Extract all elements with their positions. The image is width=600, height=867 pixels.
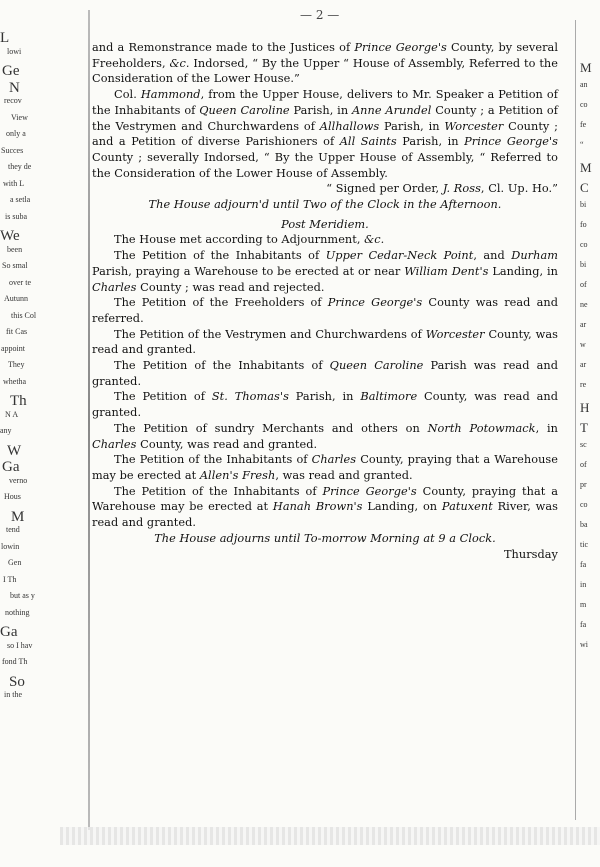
bleed-fragment-left: Autunn bbox=[4, 294, 28, 303]
paragraph-adjourn-afternoon bbox=[92, 197, 558, 213]
bleed-fragment-right: bi bbox=[580, 200, 587, 209]
italic-run: Charles bbox=[92, 280, 137, 294]
italic-run: The House adjourn'd until Two of the Clock in the Afternoon. bbox=[148, 198, 502, 212]
text-run: The Petition of the Inhabitants of bbox=[114, 453, 312, 467]
text-run: County, praying that a Warehouse may be erected at bbox=[92, 484, 559, 514]
text-run: County ; severally Indorsed, “ By the Upper House of Assembly, “ Referred to the Consideration of the Lower House of Assembly. bbox=[92, 150, 558, 180]
bleed-fragment-right: ba bbox=[580, 520, 588, 529]
paragraph-cedar-neck-petition bbox=[92, 248, 558, 295]
bleed-fragment-right: bi bbox=[580, 260, 587, 269]
bleed-fragment-left: W bbox=[7, 442, 22, 459]
italic-run: Anne Arundel bbox=[351, 103, 432, 117]
bleed-fragment-right: of bbox=[580, 280, 587, 289]
catchword-thursday bbox=[92, 547, 558, 563]
paragraph-freeholders-petition bbox=[92, 295, 558, 326]
bleed-fragment-right: fa bbox=[580, 620, 587, 629]
bleed-fragment-left: tend bbox=[6, 525, 20, 534]
right-page-edge bbox=[575, 20, 576, 820]
text-run: Parish, praying a Warehouse to be erected at or near bbox=[92, 264, 405, 278]
italic-run: The House adjourns until To-morrow Morning at 9 a Clock. bbox=[154, 531, 496, 545]
text-run: The Petition of the Vestrymen and Churchwardens of bbox=[114, 327, 426, 341]
bleed-fragment-left: Gen bbox=[8, 558, 22, 567]
text-run: Parish, in bbox=[396, 135, 465, 149]
text-run: The Petition of the Freeholders of bbox=[114, 296, 328, 310]
text-run: The House met according to Adjournment, bbox=[114, 233, 365, 247]
bleed-fragment-left: fit Cas bbox=[6, 327, 28, 336]
bleed-fragment-right: of bbox=[580, 460, 587, 469]
bleed-fragment-left: So bbox=[9, 673, 25, 690]
text-run: Thursday bbox=[503, 547, 558, 561]
italic-run: Charles bbox=[311, 453, 357, 467]
bleed-fragment-left: N bbox=[9, 79, 20, 96]
bleed-fragment-left: with L bbox=[3, 178, 25, 188]
bleed-fragment-left: in the bbox=[4, 690, 22, 699]
text-run: The Petition of the Inhabitants of bbox=[114, 484, 323, 498]
paragraph-queen-caroline-petition bbox=[92, 358, 558, 389]
text-run: Parish, in bbox=[289, 103, 352, 117]
bleed-fragment-left: is suba bbox=[5, 211, 27, 221]
text-run: The Petition of the Inhabitants of bbox=[114, 359, 330, 373]
text-run: The Petition of sundry Merchants and others on bbox=[114, 421, 428, 435]
bleed-fragment-left: Succes bbox=[1, 145, 24, 155]
paragraph-adjourn-tomorrow bbox=[92, 531, 558, 547]
bleed-fragment-left: they de bbox=[8, 162, 32, 171]
bleed-fragment-left: So smal bbox=[2, 261, 28, 270]
text-run: River, was read and granted. bbox=[92, 500, 558, 530]
paragraph-hammond-petitions bbox=[92, 87, 558, 181]
italic-run: Patuxent bbox=[441, 500, 493, 514]
bleed-fragment-right: ar bbox=[580, 320, 587, 329]
bleed-fragment-left: any bbox=[0, 426, 12, 435]
bleed-fragment-right: an bbox=[580, 80, 588, 89]
text-run: County, was read and granted. bbox=[136, 437, 318, 451]
bleed-fragment-right: C bbox=[580, 180, 589, 195]
italic-run: All Saints bbox=[339, 135, 397, 149]
bleed-fragment-right: re bbox=[580, 380, 587, 389]
paragraph-st-thomas-petition bbox=[92, 389, 558, 420]
italic-run: Charles bbox=[92, 437, 137, 451]
text-run: The Petition of bbox=[114, 390, 212, 404]
bleed-fragment-left: Hous bbox=[4, 492, 21, 501]
bleed-fragment-right: wi bbox=[580, 640, 588, 649]
text-run: Landing, on bbox=[362, 500, 442, 514]
bleed-fragment-left: Ga bbox=[0, 624, 18, 640]
bleed-fragment-left: over te bbox=[9, 277, 31, 287]
bleed-fragment-right: co bbox=[580, 500, 588, 509]
bleed-fragment-left: appoint bbox=[1, 343, 25, 353]
bottom-page-edge bbox=[60, 827, 600, 845]
italic-run: Prince George's bbox=[327, 296, 423, 310]
bleed-fragment-right: sc bbox=[580, 440, 587, 449]
bleed-fragment-left: verno bbox=[9, 475, 28, 485]
bleed-fragment-right: fe bbox=[580, 120, 587, 129]
text-run: , Cl. Up. Ho.” bbox=[480, 182, 558, 196]
bleed-fragment-left: M bbox=[11, 508, 25, 525]
italic-run: Worcester bbox=[444, 119, 504, 133]
text-run: County ; a Petition of the Vestrymen and Churchwardens of bbox=[92, 103, 558, 133]
text-run: Landing, in bbox=[488, 264, 558, 278]
italic-run: Queen Caroline bbox=[199, 103, 290, 117]
bleed-fragment-right: ar bbox=[580, 360, 587, 369]
bleed-fragment-right: M bbox=[580, 160, 592, 175]
bleed-fragment-right: co bbox=[580, 100, 588, 109]
bleed-fragment-left: lowin bbox=[1, 541, 20, 551]
italic-run: Upper Cedar-Neck Point bbox=[325, 249, 474, 263]
italic-run: Post Meridiem. bbox=[281, 217, 369, 231]
italic-run: Queen Caroline bbox=[329, 359, 424, 373]
left-page-bleed bbox=[0, 30, 75, 730]
bleed-fragment-left: lowi bbox=[7, 46, 22, 56]
italic-run: Prince George's bbox=[322, 484, 417, 498]
heading-post-meridiem bbox=[92, 217, 558, 233]
italic-run: Prince George's bbox=[354, 41, 447, 54]
text-run: County, by several Freeholders, bbox=[92, 41, 558, 70]
paragraph-hanah-brown-petition bbox=[92, 484, 558, 531]
text-run: Parish was read and granted. bbox=[92, 359, 558, 388]
gutter-shadow bbox=[88, 10, 90, 830]
italic-run: Allhallows bbox=[319, 119, 380, 133]
italic-run: North Potowmack bbox=[427, 421, 536, 435]
bleed-fragment-right: in bbox=[580, 580, 587, 589]
paragraph-remonstrance bbox=[92, 40, 558, 87]
bleed-fragment-right: T bbox=[580, 420, 588, 435]
italic-run: Durham bbox=[511, 249, 558, 263]
text-run: Col. bbox=[114, 88, 141, 102]
bleed-fragment-right: tic bbox=[580, 540, 588, 549]
paragraph-merchants-petition bbox=[92, 421, 558, 452]
text-run: , and bbox=[473, 249, 512, 263]
italic-run: William Dent's bbox=[404, 264, 489, 278]
bleed-fragment-left: fond Th bbox=[2, 657, 28, 666]
page-top-mark: — 2 — bbox=[300, 8, 340, 22]
italic-run: &c. bbox=[364, 233, 385, 247]
bleed-fragment-right: fa bbox=[580, 560, 587, 569]
text-run: County ; was read and rejected. bbox=[136, 280, 325, 294]
text-run: County was read and referred. bbox=[92, 296, 558, 325]
bleed-fragment-left: whetha bbox=[3, 376, 27, 386]
text-run: , in bbox=[535, 421, 558, 435]
bleed-fragment-right: fo bbox=[580, 220, 587, 229]
bleed-fragment-right: M bbox=[580, 60, 592, 75]
bleed-fragment-left: so I hav bbox=[7, 640, 33, 650]
bleed-fragment-left: L bbox=[0, 30, 10, 46]
italic-run: St. Thomas's bbox=[211, 390, 289, 404]
bleed-fragment-right: ne bbox=[580, 300, 588, 309]
bleed-fragment-left: We bbox=[0, 228, 20, 244]
italic-run: J. Ross bbox=[442, 182, 481, 196]
text-run: and a Remonstrance made to the Justices of bbox=[92, 41, 355, 54]
paragraph-allens-fresh-petition bbox=[92, 452, 558, 483]
text-run: Indorsed, “ By the Upper “ House of Assembly, Referred to the Consideration of the Lower House.” bbox=[92, 56, 558, 86]
text-run: Parish, in bbox=[288, 390, 361, 404]
text-run: , was read and granted. bbox=[275, 468, 413, 482]
bleed-fragment-right: pr bbox=[580, 480, 587, 489]
bleed-fragment-left: I Th bbox=[3, 574, 17, 584]
bleed-fragment-right: m bbox=[580, 600, 587, 609]
right-page-bleed bbox=[578, 60, 600, 700]
bleed-fragment-left: only a bbox=[6, 129, 26, 138]
text-run: Parish, in bbox=[379, 119, 445, 133]
bleed-fragment-left: been bbox=[7, 244, 23, 254]
text-run: , from the Upper House, delivers to Mr. Speaker a Petition of the Inhabitants of bbox=[92, 88, 558, 117]
bleed-fragment-left: but as y bbox=[10, 591, 35, 600]
bleed-fragment-left: Ge bbox=[2, 63, 20, 79]
bleed-fragment-left: View bbox=[11, 112, 28, 122]
italic-run: Prince George's bbox=[464, 135, 558, 149]
paragraph-house-met bbox=[92, 232, 558, 248]
bleed-fragment-left: this Col bbox=[11, 310, 37, 320]
bleed-fragment-left: They bbox=[8, 360, 25, 369]
italic-run: Allen's Fresh bbox=[199, 468, 276, 482]
text-run: County ; and a Petition of diverse Parishioners of bbox=[92, 119, 558, 149]
text-run: The Petition of the Inhabitants of bbox=[114, 249, 326, 263]
text-run: County, praying that a Warehouse may be erected at bbox=[92, 453, 558, 482]
paragraph-signed-order bbox=[92, 181, 558, 197]
text-run: County, was read and granted. bbox=[92, 390, 558, 420]
bleed-fragment-right: H bbox=[580, 400, 590, 415]
text-run: County, was read and granted. bbox=[92, 327, 558, 357]
paragraph-worcester-petition bbox=[92, 327, 558, 358]
bleed-fragment-left: recov bbox=[4, 96, 22, 105]
bleed-fragment-right: co bbox=[580, 240, 588, 249]
bleed-fragment-left: N A bbox=[5, 409, 19, 419]
bleed-fragment-right: “ bbox=[580, 140, 584, 149]
bleed-fragment-left: a setla bbox=[10, 195, 31, 204]
italic-run: Worcester bbox=[425, 327, 485, 341]
italic-run: Hanah Brown's bbox=[272, 500, 363, 514]
italic-run: Baltimore bbox=[360, 390, 418, 404]
italic-run: &c. bbox=[169, 56, 190, 70]
bleed-fragment-left: nothing bbox=[5, 607, 30, 617]
italic-run: Hammond bbox=[140, 88, 201, 102]
text-run: “ Signed per Order, bbox=[326, 182, 443, 196]
bleed-fragment-right: w bbox=[580, 340, 586, 349]
journal-text-column bbox=[92, 40, 558, 562]
bleed-fragment-left: Ga bbox=[2, 459, 20, 475]
bleed-fragment-left: Th bbox=[10, 393, 27, 409]
